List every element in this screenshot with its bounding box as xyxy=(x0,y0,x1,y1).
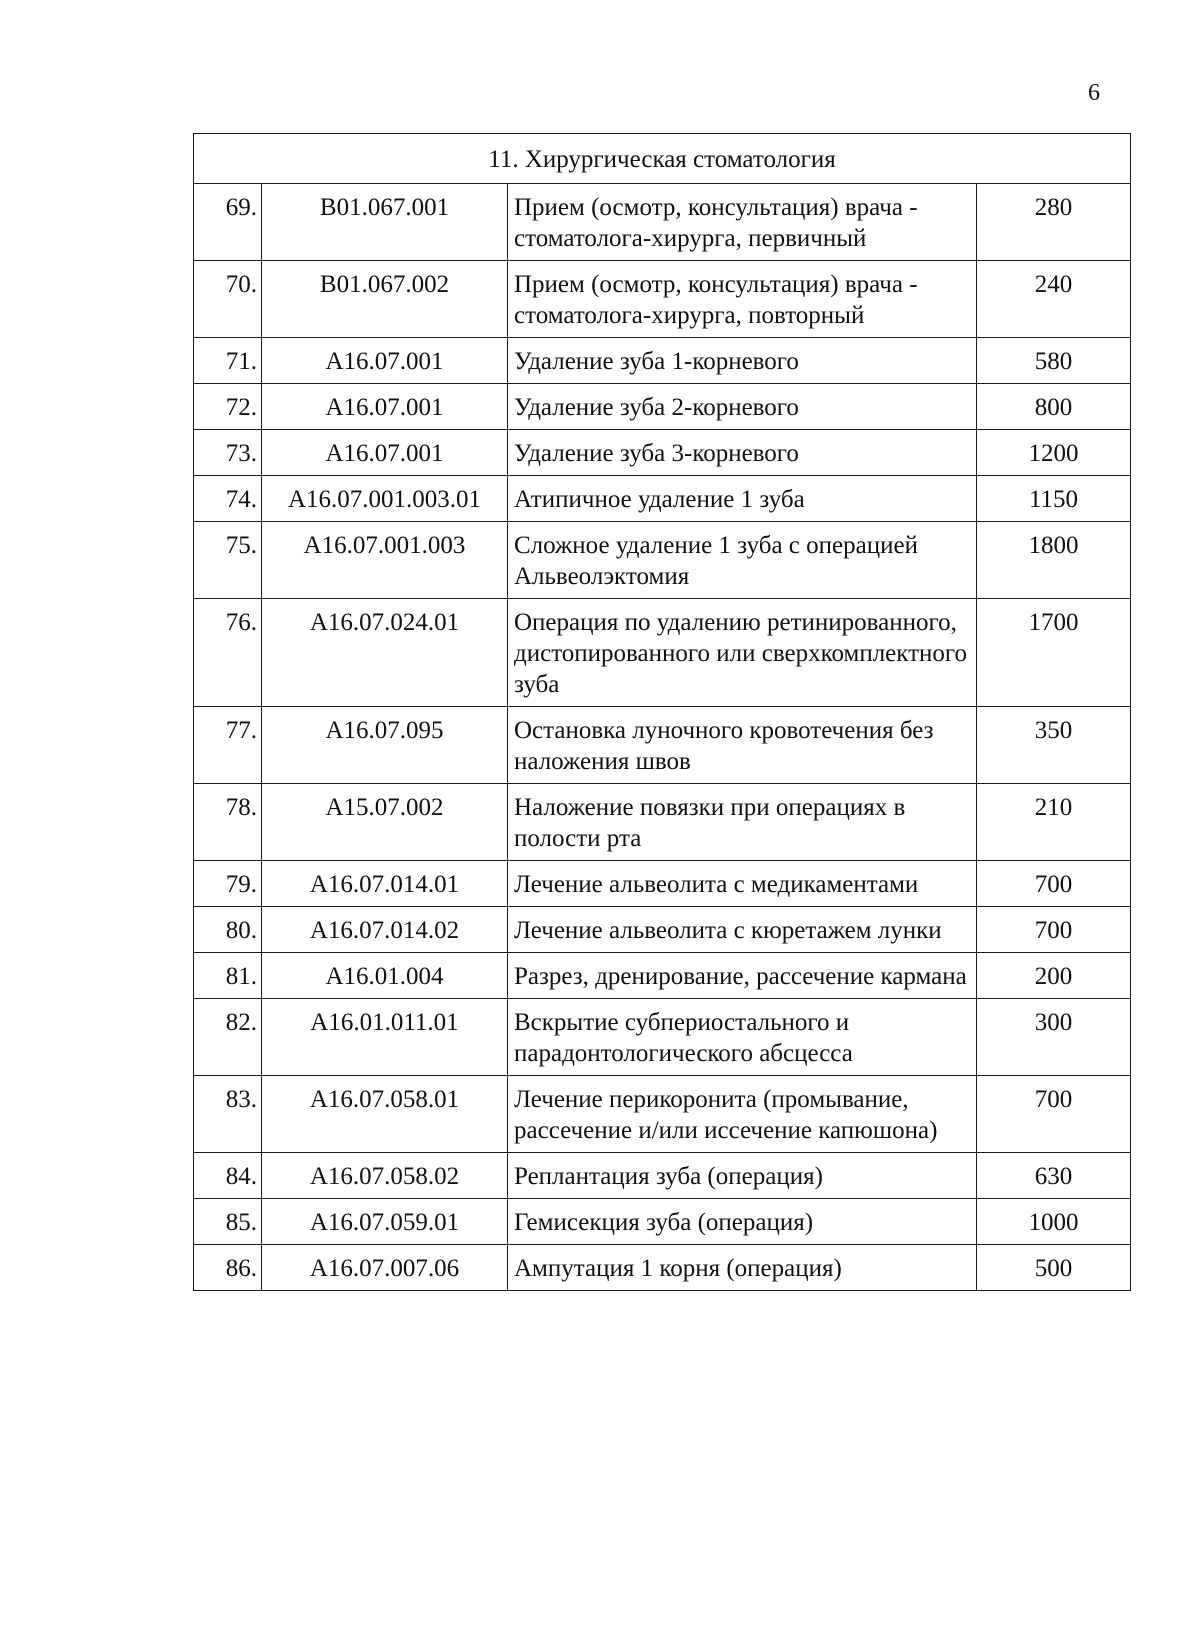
service-code-cell: А16.01.004 xyxy=(262,953,508,999)
table-row xyxy=(194,1245,1131,1291)
service-name-cell: Сложное удаление 1 зуба с операцией Альвеолэктомия xyxy=(508,522,977,599)
price-cell: 1200 xyxy=(977,430,1131,476)
section-header-row xyxy=(194,134,1131,184)
table-row xyxy=(194,599,1131,707)
service-name-cell: Удаление зуба 3-корневого xyxy=(508,430,977,476)
table-row xyxy=(194,476,1131,522)
service-name-cell: Удаление зуба 1-корневого xyxy=(508,338,977,384)
table-row xyxy=(194,1199,1131,1245)
service-code-cell: А16.07.001.003 xyxy=(262,522,508,599)
price-cell: 630 xyxy=(977,1153,1131,1199)
table-row xyxy=(194,522,1131,599)
price-cell: 580 xyxy=(977,338,1131,384)
row-number-cell: 83. xyxy=(194,1076,262,1153)
service-code-cell: А16.07.014.01 xyxy=(262,861,508,907)
service-name-cell: Удаление зуба 2-корневого xyxy=(508,384,977,430)
row-number-cell: 77. xyxy=(194,707,262,784)
price-cell: 1700 xyxy=(977,599,1131,707)
row-number-cell: 79. xyxy=(194,861,262,907)
row-number-cell: 81. xyxy=(194,953,262,999)
service-code-cell: А16.07.001.003.01 xyxy=(262,476,508,522)
service-code-cell: А16.07.058.02 xyxy=(262,1153,508,1199)
table-row xyxy=(194,1076,1131,1153)
price-cell: 240 xyxy=(977,261,1131,338)
price-cell: 210 xyxy=(977,784,1131,861)
service-code-cell: А16.07.001 xyxy=(262,338,508,384)
row-number-cell: 69. xyxy=(194,184,262,261)
table-row xyxy=(194,784,1131,861)
service-name-cell: Лечение перикоронита (промывание, рассечение и/или иссечение капюшона) xyxy=(508,1076,977,1153)
service-code-cell: В01.067.002 xyxy=(262,261,508,338)
price-cell: 800 xyxy=(977,384,1131,430)
service-name-cell: Лечение альвеолита с кюретажем лунки xyxy=(508,907,977,953)
table-body xyxy=(194,134,1131,1291)
service-code-cell: А16.07.001 xyxy=(262,430,508,476)
service-name-cell: Ампутация 1 корня (операция) xyxy=(508,1245,977,1291)
service-name-cell: Лечение альвеолита с медикаментами xyxy=(508,861,977,907)
price-cell: 1150 xyxy=(977,476,1131,522)
service-code-cell: В01.067.001 xyxy=(262,184,508,261)
row-number-cell: 73. xyxy=(194,430,262,476)
table-row xyxy=(194,430,1131,476)
section-title: 11. Хирургическая стоматология xyxy=(194,134,1131,184)
price-table xyxy=(193,133,1131,1291)
row-number-cell: 84. xyxy=(194,1153,262,1199)
service-name-cell: Атипичное удаление 1 зуба xyxy=(508,476,977,522)
row-number-cell: 75. xyxy=(194,522,262,599)
price-cell: 280 xyxy=(977,184,1131,261)
price-cell: 1800 xyxy=(977,522,1131,599)
row-number-cell: 80. xyxy=(194,907,262,953)
price-cell: 1000 xyxy=(977,1199,1131,1245)
row-number-cell: 78. xyxy=(194,784,262,861)
row-number-cell: 71. xyxy=(194,338,262,384)
row-number-cell: 70. xyxy=(194,261,262,338)
service-code-cell: А16.07.001 xyxy=(262,384,508,430)
service-code-cell: А16.07.014.02 xyxy=(262,907,508,953)
price-cell: 200 xyxy=(977,953,1131,999)
service-code-cell: А16.07.059.01 xyxy=(262,1199,508,1245)
price-cell: 500 xyxy=(977,1245,1131,1291)
service-name-cell: Реплантация зуба (операция) xyxy=(508,1153,977,1199)
service-name-cell: Прием (осмотр, консультация) врача - стоматолога-хирурга, первичный xyxy=(508,184,977,261)
table-row xyxy=(194,907,1131,953)
service-name-cell: Разрез, дренирование, рассечение кармана xyxy=(508,953,977,999)
service-code-cell: А16.01.011.01 xyxy=(262,999,508,1076)
price-cell: 700 xyxy=(977,861,1131,907)
service-name-cell: Остановка луночного кровотечения без наложения швов xyxy=(508,707,977,784)
row-number-cell: 76. xyxy=(194,599,262,707)
service-name-cell: Наложение повязки при операциях в полости рта xyxy=(508,784,977,861)
service-code-cell: А16.07.095 xyxy=(262,707,508,784)
service-name-cell: Гемисекция зуба (операция) xyxy=(508,1199,977,1245)
service-code-cell: А16.07.024.01 xyxy=(262,599,508,707)
table-row xyxy=(194,707,1131,784)
table-row xyxy=(194,953,1131,999)
table-row xyxy=(194,999,1131,1076)
row-number-cell: 82. xyxy=(194,999,262,1076)
table-row xyxy=(194,184,1131,261)
service-name-cell: Прием (осмотр, консультация) врача - стоматолога-хирурга, повторный xyxy=(508,261,977,338)
table-row xyxy=(194,338,1131,384)
service-code-cell: А15.07.002 xyxy=(262,784,508,861)
service-code-cell: А16.07.007.06 xyxy=(262,1245,508,1291)
page-number: 6 xyxy=(1088,80,1100,106)
table-row xyxy=(194,261,1131,338)
price-cell: 700 xyxy=(977,1076,1131,1153)
price-cell: 350 xyxy=(977,707,1131,784)
service-name-cell: Операция по удалению ретинированного, дистопированного или сверхкомплектного зуба xyxy=(508,599,977,707)
price-cell: 300 xyxy=(977,999,1131,1076)
price-cell: 700 xyxy=(977,907,1131,953)
service-name-cell: Вскрытие субпериостального и парадонтологического абсцесса xyxy=(508,999,977,1076)
table-row xyxy=(194,384,1131,430)
row-number-cell: 72. xyxy=(194,384,262,430)
table-row xyxy=(194,861,1131,907)
row-number-cell: 86. xyxy=(194,1245,262,1291)
row-number-cell: 85. xyxy=(194,1199,262,1245)
row-number-cell: 74. xyxy=(194,476,262,522)
service-code-cell: А16.07.058.01 xyxy=(262,1076,508,1153)
table-row xyxy=(194,1153,1131,1199)
